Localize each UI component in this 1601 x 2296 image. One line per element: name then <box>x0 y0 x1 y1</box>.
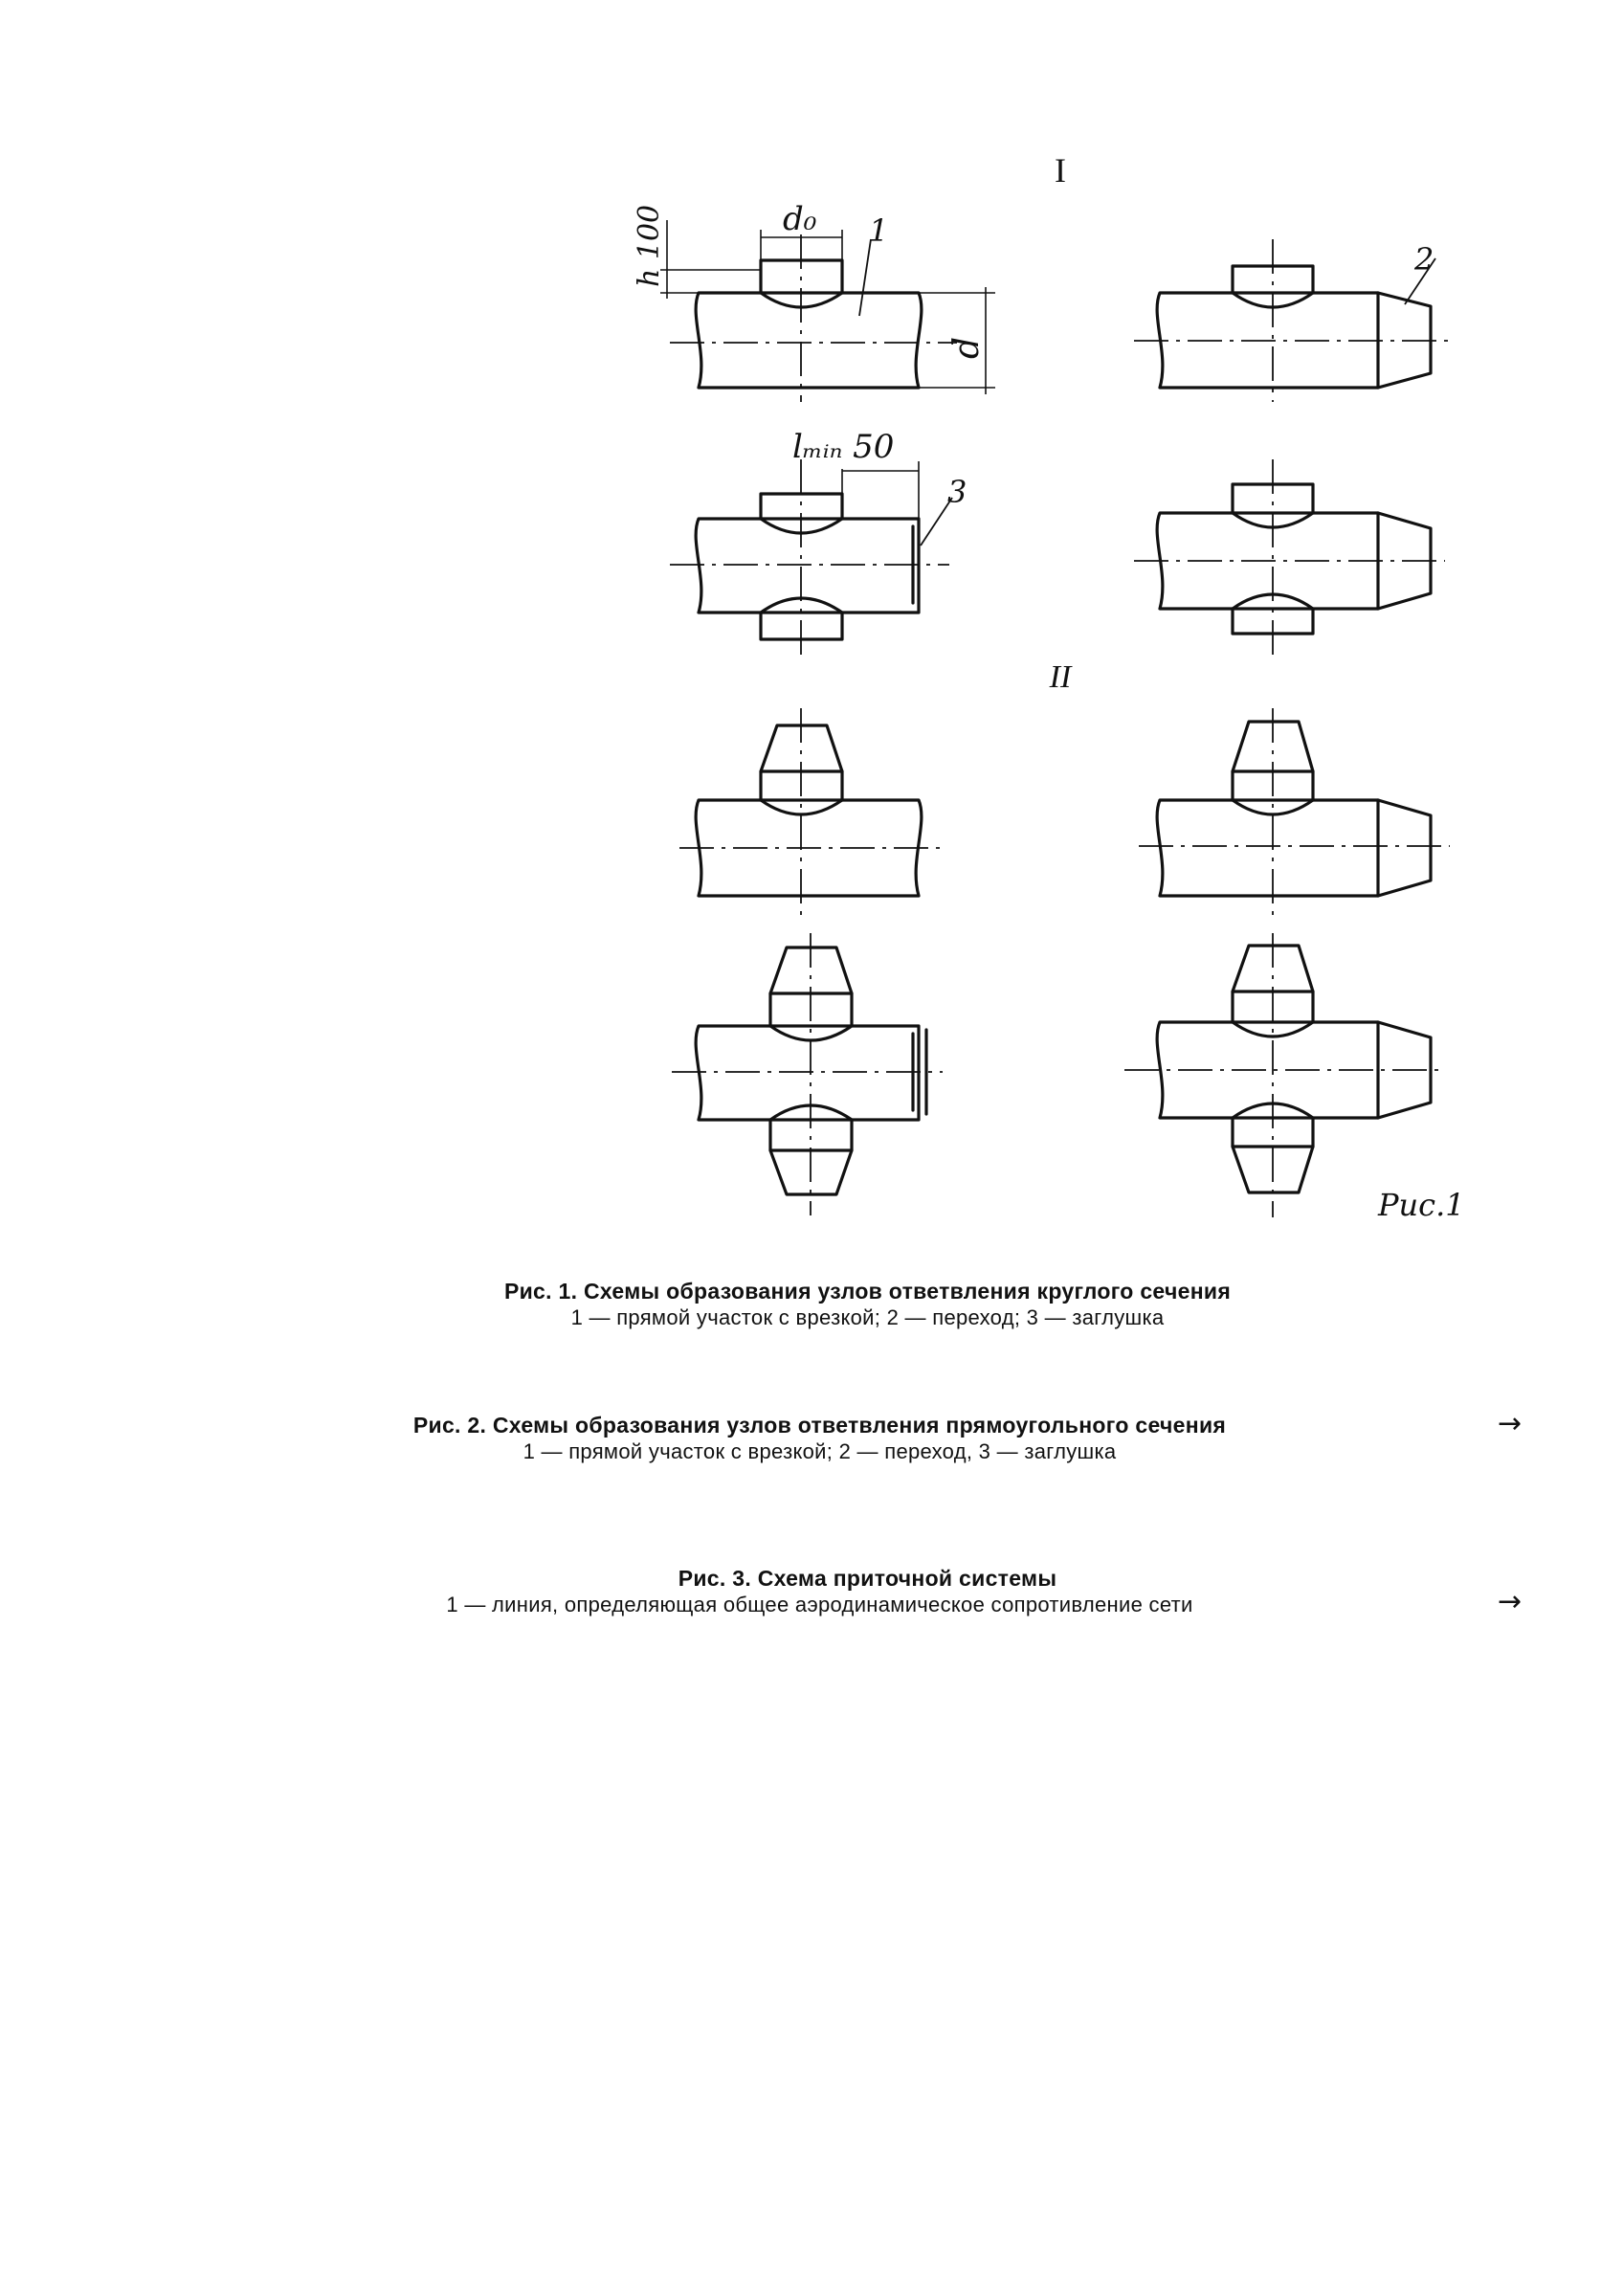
caption-fig2-title: Рис. 2. Схемы образования узлов ответвления прямоугольного сечения <box>412 1413 1227 1438</box>
callout-1: 1 <box>869 212 889 249</box>
caption-fig2-arrow: → <box>1498 1407 1523 1440</box>
section-label-I: I <box>1055 151 1066 189</box>
scheme-ii-cross-with-cap <box>672 933 943 1215</box>
dim-label-lmin50: lₘᵢₙ 50 <box>792 428 895 466</box>
scheme-i-branch-with-transition <box>1134 239 1455 402</box>
caption-fig1-legend: 1 — прямой участок с врезкой; 2 — переход; 3 — заглушка <box>570 1305 1165 1329</box>
scheme-i-straight-with-branch <box>660 220 995 402</box>
section-label-II: II <box>1049 659 1072 695</box>
callout-3: 3 <box>947 474 967 510</box>
scheme-ii-straight-with-branch <box>679 708 947 917</box>
scheme-i-cross-with-transition <box>1134 459 1445 660</box>
callout-2: 2 <box>1414 241 1434 278</box>
scheme-i-cross-with-cap <box>670 459 952 660</box>
caption-fig1-title: Рис. 1. Схемы образования узлов ответвления круглого сечения <box>503 1279 1232 1304</box>
dim-label-d: d <box>947 336 987 359</box>
caption-fig3-arrow: → <box>1498 1585 1523 1618</box>
caption-fig3-title: Рис. 3. Схема приточной системы <box>678 1566 1057 1591</box>
dim-label-h100: h 100 <box>633 204 666 287</box>
scheme-ii-cross-with-transition <box>1124 933 1445 1217</box>
scheme-ii-branch-with-transition <box>1139 708 1450 917</box>
caption-fig3-legend: 1 — линия, определяющая общее аэродинамическое сопротивление сети <box>446 1593 1193 1616</box>
dim-label-d0: d₀ <box>783 200 817 238</box>
figure-label: Рис.1 <box>1378 1187 1465 1223</box>
caption-fig2-legend: 1 — прямой участок с врезкой; 2 — переход, 3 — заглушка <box>523 1439 1117 1463</box>
